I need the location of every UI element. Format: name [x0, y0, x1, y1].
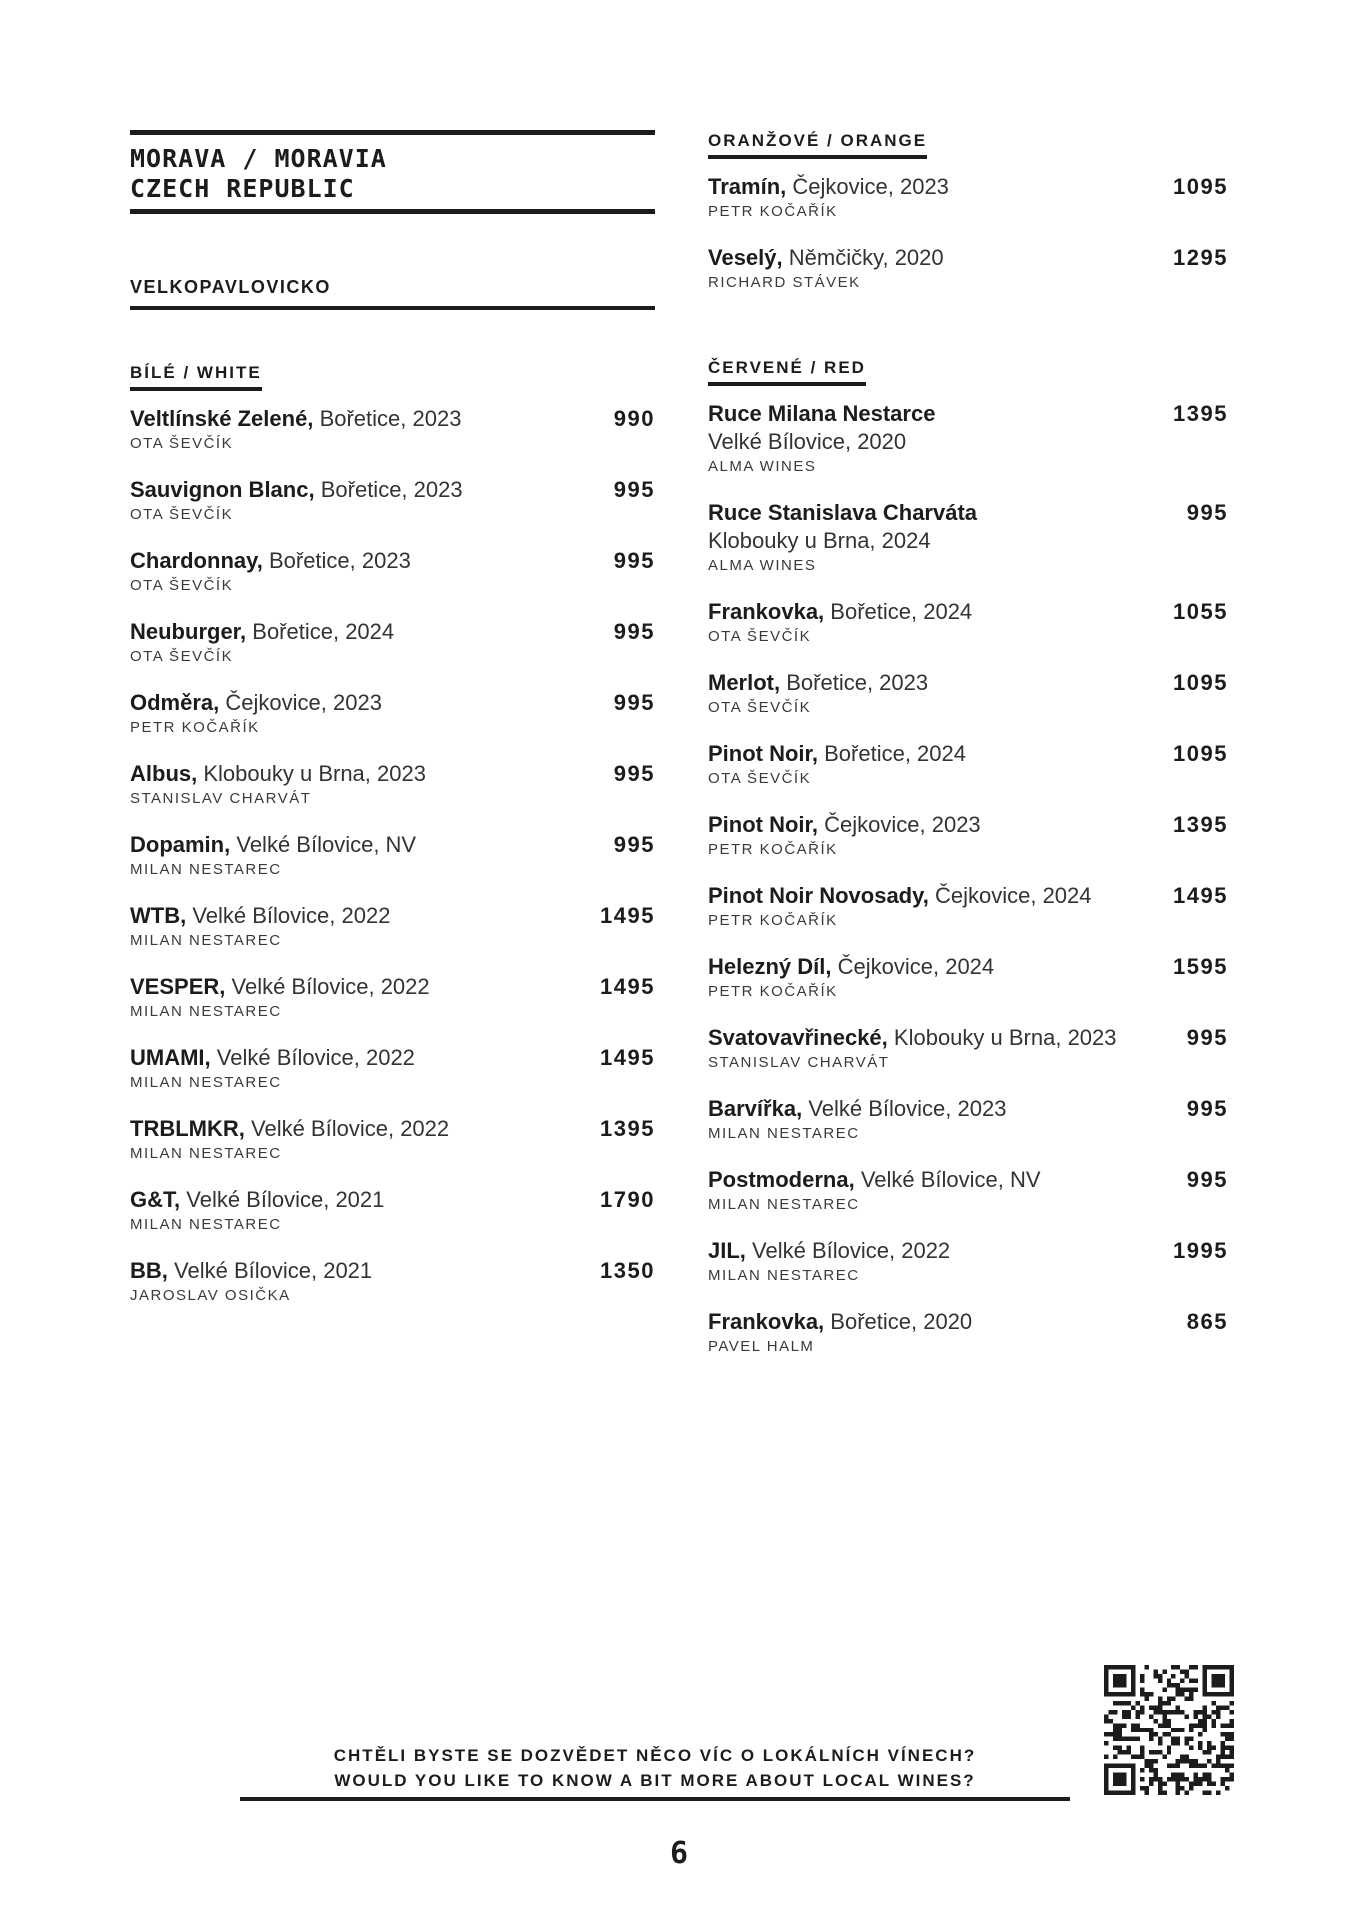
wine-name: JIL, [708, 1238, 746, 1263]
wine-item [708, 598, 1228, 669]
white-wine-list [130, 405, 655, 1328]
wine-item [130, 902, 655, 973]
wine-name: Odměra, [130, 690, 220, 715]
wine-price: 1055 [1173, 599, 1228, 624]
orange-wine-list [708, 173, 1228, 315]
qr-code-icon[interactable] [1104, 1665, 1234, 1795]
wine-name: Merlot, [708, 670, 781, 695]
wine-producer: OTA ŠEVČÍK [708, 770, 812, 787]
wine-name: Helezný Díl, [708, 954, 832, 979]
wine-item [708, 953, 1228, 1024]
wine-price: 1295 [1173, 245, 1228, 270]
wine-origin: Bořetice, 2024 [824, 741, 966, 766]
wine-name: Svatovavřinecké, [708, 1025, 888, 1050]
wine-price: 1095 [1173, 670, 1228, 695]
wine-title [130, 973, 655, 1001]
wine-producer: MILAN NESTAREC [130, 1003, 282, 1020]
wine-producer: MILAN NESTAREC [708, 1125, 860, 1142]
wine-name: Tramín, [708, 174, 787, 199]
wine-price: 995 [1186, 1167, 1228, 1192]
wine-price: 995 [613, 619, 655, 644]
region-title [130, 135, 655, 209]
wine-price: 995 [1186, 1025, 1228, 1050]
wine-producer: OTA ŠEVČÍK [708, 699, 812, 716]
wine-price: 1995 [1173, 1238, 1228, 1263]
wine-origin: Čejkovice, 2023 [824, 812, 981, 837]
wine-producer: MILAN NESTAREC [708, 1267, 860, 1284]
wine-producer: MILAN NESTAREC [130, 1216, 282, 1233]
wine-name: VESPER, [130, 974, 226, 999]
wine-origin: Velké Bílovice, 2022 [752, 1238, 951, 1263]
page-number: 6 [669, 1836, 689, 1871]
subregion-label: VELKOPAVLOVICKO [130, 277, 331, 297]
wine-item [130, 973, 655, 1044]
wine-producer: MILAN NESTAREC [130, 1145, 282, 1162]
wine-producer: RICHARD STÁVEK [708, 274, 861, 291]
wine-producer: OTA ŠEVČÍK [130, 577, 234, 594]
right-column [708, 130, 1228, 1379]
wine-producer: PETR KOČAŘÍK [130, 719, 260, 736]
wine-item [708, 400, 1228, 499]
wine-name: UMAMI, [130, 1045, 211, 1070]
wine-producer: OTA ŠEVČÍK [708, 628, 812, 645]
wine-origin: Klobouky u Brna, 2023 [893, 1025, 1117, 1050]
wine-origin: Velké Bílovice, 2023 [808, 1096, 1007, 1121]
wine-origin: Velké Bílovice, 2022 [251, 1116, 450, 1141]
wine-item [130, 405, 655, 476]
wine-title [708, 400, 1228, 428]
wine-item [130, 1257, 655, 1328]
wine-item [130, 476, 655, 547]
wine-price: 995 [1186, 1096, 1228, 1121]
wine-item [708, 1237, 1228, 1308]
wine-producer: PAVEL HALM [708, 1338, 815, 1355]
wine-producer: STANISLAV CHARVÁT [130, 790, 312, 807]
wine-name: Sauvignon Blanc, [130, 477, 315, 502]
wine-origin: Velké Bílovice, 2022 [192, 903, 391, 928]
wine-origin: Velké Bílovice, NV [236, 832, 417, 857]
wine-name: TRBLMKR, [130, 1116, 245, 1141]
wine-producer: OTA ŠEVČÍK [130, 506, 234, 523]
wine-origin: Velké Bílovice, 2020 [708, 429, 907, 454]
wine-producer: MILAN NESTAREC [130, 861, 282, 878]
wine-name: Ruce Stanislava Charváta [708, 500, 978, 525]
wine-item [130, 547, 655, 618]
wine-origin: Bořetice, 2020 [830, 1309, 973, 1334]
wine-item [130, 831, 655, 902]
wine-item [708, 1095, 1228, 1166]
wine-name: Dopamin, [130, 832, 231, 857]
wine-price: 1495 [600, 974, 655, 999]
wine-title [130, 405, 655, 433]
wine-price: 1395 [600, 1116, 655, 1141]
wine-price: 865 [1186, 1309, 1228, 1334]
wine-title [708, 953, 1228, 981]
wine-price: 1495 [600, 903, 655, 928]
wine-title [708, 1024, 1228, 1052]
wine-origin: Bořetice, 2023 [319, 406, 462, 431]
wine-producer: PETR KOČAŘÍK [708, 203, 838, 220]
wine-price: 995 [1186, 500, 1228, 525]
wine-item [708, 669, 1228, 740]
wine-producer: MILAN NESTAREC [130, 1074, 282, 1091]
wine-price: 995 [613, 690, 655, 715]
wine-title [708, 1166, 1228, 1194]
wine-origin: Velké Bílovice, 2022 [231, 974, 430, 999]
red-wine-heading: ČERVENÉ / RED [708, 357, 866, 386]
wine-producer: MILAN NESTAREC [130, 932, 282, 949]
wine-origin: Bořetice, 2024 [252, 619, 395, 644]
wine-title [130, 902, 655, 930]
subregion [130, 276, 655, 310]
wine-producer: MILAN NESTAREC [708, 1196, 860, 1213]
wine-price: 1790 [600, 1187, 655, 1212]
wine-origin: Bořetice, 2023 [320, 477, 463, 502]
wine-title [130, 476, 655, 504]
wine-origin: Velké Bílovice, NV [860, 1167, 1041, 1192]
wine-item [130, 1044, 655, 1115]
wine-item [130, 689, 655, 760]
wine-title [130, 1115, 655, 1143]
wine-name: Pinot Noir, [708, 812, 818, 837]
wine-name: Albus, [130, 761, 198, 786]
wine-origin: Bořetice, 2023 [786, 670, 929, 695]
question-english: WOULD YOU LIKE TO KNOW A BIT MORE ABOUT LOCAL WINES? [334, 1771, 976, 1790]
wine-title [708, 173, 1228, 201]
wine-item [708, 740, 1228, 811]
wine-price: 1495 [600, 1045, 655, 1070]
wine-origin: Čejkovice, 2024 [837, 954, 995, 979]
wine-producer: ALMA WINES [708, 458, 817, 475]
wine-producer: PETR KOČAŘÍK [708, 983, 838, 1000]
wine-name: Pinot Noir, [708, 741, 818, 766]
wine-title [130, 689, 655, 717]
wine-origin: Bořetice, 2024 [830, 599, 973, 624]
wine-price: 995 [613, 548, 655, 573]
wine-price: 1095 [1173, 174, 1228, 199]
wine-name: Pinot Noir Novosady, [708, 883, 929, 908]
wine-producer: OTA ŠEVČÍK [130, 648, 234, 665]
wine-title [708, 598, 1228, 626]
wine-origin: Bořetice, 2023 [268, 548, 411, 573]
wine-origin: Čejkovice, 2023 [225, 690, 382, 715]
wine-price: 995 [613, 761, 655, 786]
wine-name: WTB, [130, 903, 187, 928]
wine-item [708, 1308, 1228, 1379]
wine-price: 995 [613, 832, 655, 857]
wine-title [708, 1308, 1228, 1336]
wine-origin: Velké Bílovice, 2021 [174, 1258, 373, 1283]
wine-item [130, 1186, 655, 1257]
wine-name: Frankovka, [708, 1309, 825, 1334]
wine-name: Frankovka, [708, 599, 825, 624]
wine-producer: PETR KOČAŘÍK [708, 841, 838, 858]
wine-producer: STANISLAV CHARVÁT [708, 1054, 890, 1071]
wine-title [130, 760, 655, 788]
wine-item [130, 618, 655, 689]
left-column [130, 130, 655, 1328]
wine-name: G&T, [130, 1187, 181, 1212]
wine-name: Veltlínské Zelené, [130, 406, 314, 431]
wine-item [708, 882, 1228, 953]
wine-price: 1095 [1173, 741, 1228, 766]
wine-item [130, 1115, 655, 1186]
red-wine-list [708, 400, 1228, 1379]
wine-price: 1395 [1173, 812, 1228, 837]
wine-title [708, 740, 1228, 768]
wine-title [130, 618, 655, 646]
wine-item [708, 811, 1228, 882]
wine-price: 1595 [1173, 954, 1228, 979]
wine-origin: Čejkovice, 2024 [934, 883, 1092, 908]
wine-title [708, 1095, 1228, 1123]
wine-producer: JAROSLAV OSIČKA [130, 1287, 291, 1304]
wine-price: 1350 [600, 1258, 655, 1283]
wine-origin: Čejkovice, 2023 [792, 174, 949, 199]
subregion-rule [130, 306, 655, 310]
wine-item [708, 1024, 1228, 1095]
wine-origin: Velké Bílovice, 2022 [216, 1045, 415, 1070]
wine-name: BB, [130, 1258, 168, 1283]
wine-title [130, 831, 655, 859]
wine-item [708, 499, 1228, 598]
wine-title [708, 882, 1228, 910]
white-wine-heading: BÍLÉ / WHITE [130, 362, 262, 391]
wine-title [708, 1237, 1228, 1265]
region-title-line1: MORAVA / MORAVIA [130, 144, 387, 173]
wine-producer: OTA ŠEVČÍK [130, 435, 234, 452]
wine-origin: Němčičky, 2020 [788, 245, 944, 270]
question-czech: CHTĚLI BYSTE SE DOZVĚDET NĚCO VÍC O LOKÁLNÍCH VÍNECH? [333, 1746, 977, 1765]
wine-item [708, 1166, 1228, 1237]
wine-item [130, 760, 655, 831]
wine-price: 995 [613, 477, 655, 502]
orange-wine-heading: ORANŽOVÉ / ORANGE [708, 130, 927, 159]
region-title-line2: CZECH REPUBLIC [130, 174, 355, 203]
wine-price: 990 [613, 406, 655, 431]
wine-title [130, 1186, 655, 1214]
wine-origin: Klobouky u Brna, 2024 [708, 528, 931, 553]
wine-price: 1395 [1173, 401, 1228, 426]
wine-producer: PETR KOČAŘÍK [708, 912, 838, 929]
wine-name: Chardonnay, [130, 548, 263, 573]
wine-name: Neuburger, [130, 619, 247, 644]
region-bottom-rule [130, 209, 655, 214]
wine-producer: ALMA WINES [708, 557, 817, 574]
local-wines-question [240, 1743, 1070, 1793]
wine-title [130, 1044, 655, 1072]
wine-origin: Klobouky u Brna, 2023 [203, 761, 426, 786]
wine-item [708, 173, 1228, 244]
wine-title [130, 547, 655, 575]
wine-name: Ruce Milana Nestarce [708, 401, 936, 426]
wine-title [708, 499, 1228, 527]
wine-origin: Velké Bílovice, 2021 [186, 1187, 385, 1212]
wine-title [708, 811, 1228, 839]
footer-rule [240, 1797, 1070, 1801]
wine-title [130, 1257, 655, 1285]
wine-name: Postmoderna, [708, 1167, 855, 1192]
wine-title [708, 669, 1228, 697]
wine-price: 1495 [1173, 883, 1228, 908]
wine-name: Barvířka, [708, 1096, 803, 1121]
wine-item [708, 244, 1228, 315]
wine-name: Veselý, [708, 245, 783, 270]
wine-title [708, 244, 1228, 272]
